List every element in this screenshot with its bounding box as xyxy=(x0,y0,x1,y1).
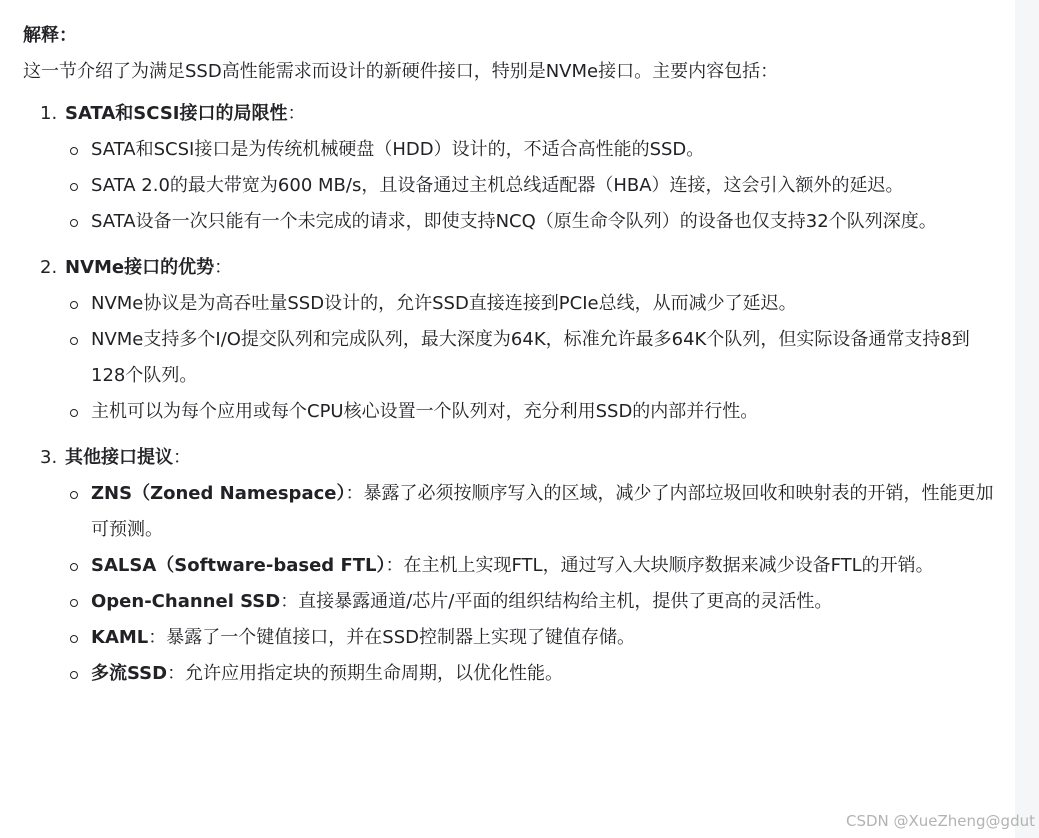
item-text: NVMe支持多个I/O提交队列和完成队列，最大深度为64K，标准允许最多64K个队列，但实际设备通常支持8到128个队列。 xyxy=(91,329,970,386)
list-item xyxy=(65,132,998,168)
bullet-icon xyxy=(70,563,78,571)
bullet-icon xyxy=(70,409,78,417)
item-text: ：在主机上实现FTL，通过写入大块顺序数据来减少设备FTL的开销。 xyxy=(385,555,934,576)
intro-paragraph: 这一节介绍了为满足SSD高性能需求而设计的新硬件接口，特别是NVMe接口。主要内容包括： xyxy=(23,61,779,82)
section-2 xyxy=(23,250,998,430)
bullet-icon xyxy=(70,491,78,499)
section-title: SATA和SCSI接口的局限性 xyxy=(65,103,288,124)
list-item xyxy=(65,656,998,692)
list-item xyxy=(65,584,998,620)
list-item xyxy=(65,548,998,584)
bullet-icon xyxy=(70,301,78,309)
item-text: 主机可以为每个应用或每个CPU核心设置一个队列对，充分利用SSD的内部并行性。 xyxy=(91,401,759,422)
item-term: KAML xyxy=(91,627,149,648)
bullet-icon xyxy=(70,147,78,155)
item-term: Open-Channel SSD xyxy=(91,591,281,612)
list-item xyxy=(65,394,998,430)
bullet-icon xyxy=(70,337,78,345)
section-title: NVMe接口的优势 xyxy=(65,257,215,278)
item-term: ZNS（Zoned Namespace） xyxy=(91,483,346,504)
list-item xyxy=(65,204,998,240)
section-title-line: 其他接口提议： xyxy=(65,447,191,468)
item-term: SALSA（Software-based FTL） xyxy=(91,555,386,576)
bullet-icon xyxy=(70,183,78,191)
list-item xyxy=(65,476,998,548)
item-term: 多流SSD xyxy=(91,663,168,684)
bullet-icon xyxy=(70,219,78,227)
section-number: 3. xyxy=(40,447,58,468)
section-number: 1. xyxy=(40,103,58,124)
list-item xyxy=(65,620,998,656)
bullet-icon xyxy=(70,635,78,643)
bullet-icon xyxy=(70,599,78,607)
section-title-line: NVMe接口的优势： xyxy=(65,257,233,278)
explanation-heading: 解释： xyxy=(23,25,77,46)
item-text: ：暴露了一个键值接口，并在SSD控制器上实现了键值存储。 xyxy=(148,627,635,648)
list-item xyxy=(65,322,998,394)
section-1 xyxy=(23,96,998,240)
section-3 xyxy=(23,440,998,692)
section-number: 2. xyxy=(40,257,58,278)
section-items xyxy=(65,476,998,692)
item-text: SATA 2.0的最大带宽为600 MB/s，且设备通过主机总线适配器（HBA）连接，这会引入额外的延迟。 xyxy=(91,175,904,196)
item-text: SATA和SCSI接口是为传统机械硬盘（HDD）设计的，不适合高性能的SSD。 xyxy=(91,139,705,160)
item-text: NVMe协议是为高吞吐量SSD设计的，允许SSD直接连接到PCIe总线，从而减少了延迟。 xyxy=(91,293,797,314)
section-title-line: SATA和SCSI接口的局限性： xyxy=(65,103,306,124)
bullet-icon xyxy=(70,671,78,679)
section-title: 其他接口提议 xyxy=(65,447,173,468)
item-text: ：直接暴露通道/芯片/平面的组织结构给主机，提供了更高的灵活性。 xyxy=(280,591,833,612)
sections-list xyxy=(23,96,998,692)
item-text: ：允许应用指定块的预期生命周期，以优化性能。 xyxy=(167,663,564,684)
list-item xyxy=(65,286,998,322)
item-text: SATA设备一次只能有一个未完成的请求，即使支持NCQ（原生命令队列）的设备也仅支持32个队列深度。 xyxy=(91,211,937,232)
section-items xyxy=(65,286,998,430)
list-item xyxy=(65,168,998,204)
csdn-watermark: CSDN @XueZheng@gdut xyxy=(845,812,1035,830)
item-text: ：暴露了必须按顺序写入的区域，减少了内部垃圾回收和映射表的开销，性能更加可预测。 xyxy=(91,483,994,540)
heading-text: 解释 xyxy=(23,25,59,46)
section-items xyxy=(65,132,998,240)
